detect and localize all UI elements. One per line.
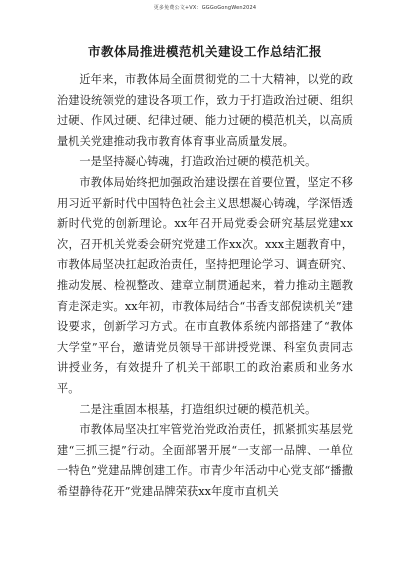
page-header: 更多免费公文+VX：GGGoGongWen2024 [153, 5, 257, 11]
paragraph: 市教体局坚决扛牢管党治党政治责任，抓紧抓实基层党建“三抓三提”行动。全面部署开展“一支部一品牌、一单位一特色”党建品牌创建工作。市青少年活动中心党支部“播撒希望静待花开”党建品牌荣获xx年度市直机关 [57, 423, 353, 498]
document-body [57, 70, 353, 502]
paragraph: 近年来，市教体局全面贯彻党的二十大精神，以党的政治建设统领党的建设各项工作，致力于打造政治过硬、组织过硬、作风过硬、纪律过硬、能力过硬的模范机关，以高质量机关党建推动我市教育体育事业高质量发展。 [57, 73, 353, 148]
section-heading: 二是注重固本根基，打造组织过硬的模范机关。 [79, 402, 317, 416]
section-heading: 一是坚持凝心铸魂，打造政治过硬的模范机关。 [79, 155, 317, 169]
paragraph: 市教体局始终把加强政治建设摆在首要位置，坚定不移用习近平新时代中国特色社会主义思想凝心铸魂，学深悟透新时代党的创新理论。xx年召开局党委会研究基层党建xx次，召开机关党委会研究党建工作xx次。xxx主题教育中，市教体局坚决扛起政治责任，坚持把理论学习、调查研究、推动发展、检视整改、建章立制贯通起来，着力推动主题教育走深走实。xx年初，市教体局结合“书香支部倪读机关”建设要求，创新学习方式。在市直教体系统内部搭建了“教体大学堂”平台，邀请党员领导干部讲授党课、科室负责同志讲授业务，有效提升了机关干部职工的政治素质和业务水平。 [57, 175, 353, 395]
document-title: 市教体局推进模范机关建设工作总结汇报 [87, 44, 322, 59]
